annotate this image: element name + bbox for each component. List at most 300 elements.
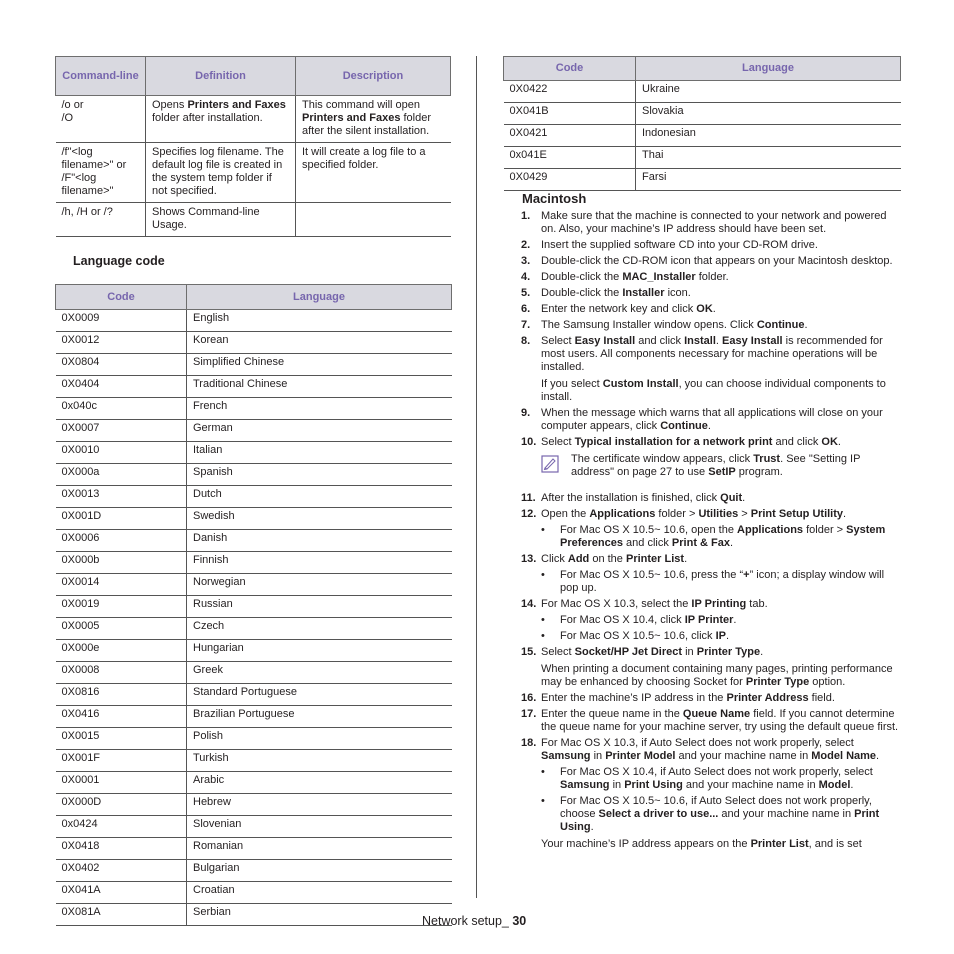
step-number: 2. [521, 239, 531, 251]
bold-text: Install [684, 335, 716, 347]
bold-text: Printer Model [605, 750, 676, 762]
language-cell: Finnish [187, 552, 452, 574]
table-row [56, 618, 452, 640]
table-row [56, 728, 452, 750]
code-cell: 0X0416 [56, 706, 187, 728]
text-run: . [726, 630, 730, 642]
code-cell: 0X081A [56, 904, 187, 926]
bullet-item [521, 766, 901, 792]
bold-text: MAC_Installer [622, 271, 696, 283]
code-cell: 0X001F [56, 750, 187, 772]
table-row [56, 143, 451, 203]
code-cell: 0X0804 [56, 354, 187, 376]
bold-text: Applications [589, 508, 656, 520]
bold-text: Printer List [750, 838, 809, 850]
table-row [56, 684, 452, 706]
bullet-item [521, 630, 901, 643]
language-cell: Serbian [187, 904, 452, 926]
table-row [56, 860, 452, 882]
table-row [56, 596, 452, 618]
code-cell: 0X0418 [56, 838, 187, 860]
text-run: , you can choose individual components to install. [541, 378, 886, 403]
text-run: For Mac OS X 10.3, select the [541, 598, 692, 610]
definition-cell [146, 96, 296, 143]
text-run: folder. [695, 271, 729, 283]
text-run: folder after installation. [152, 112, 263, 124]
text-run: Double-click the [541, 271, 623, 283]
text-run: Specifies log filename. The default log file is created in the system temp folder if not specified. [152, 146, 284, 197]
step-item [521, 692, 901, 705]
language-cell: Greek [187, 662, 452, 684]
table-row [56, 203, 451, 237]
step-item [521, 335, 901, 374]
step-number: 18. [521, 737, 537, 749]
step-item [521, 255, 901, 268]
page-footer [422, 915, 526, 928]
code-cell: 0X000e [56, 640, 187, 662]
code-cell: 0X0012 [56, 332, 187, 354]
language-cell: Romanian [187, 838, 452, 860]
text-run: field. If you cannot determine the queue name for your machine server, try using the default queue first. [541, 708, 899, 733]
bullet-item [521, 614, 901, 627]
language-table-header-0: Code [56, 285, 187, 310]
text-run: When printing a document containing many pages, printing performance may be enhanced by choosing Socket for [541, 663, 893, 688]
language-cell: Bulgarian [187, 860, 452, 882]
language-cell: Russian [187, 596, 452, 618]
bullet-item [521, 524, 901, 550]
table-row [504, 81, 901, 103]
table-row [56, 640, 452, 662]
language-cell: Hungarian [187, 640, 452, 662]
text-run: . [707, 420, 711, 432]
code-cell: 0X0010 [56, 442, 187, 464]
text-run: . [843, 508, 847, 520]
table-row [504, 169, 901, 191]
bullet-dot-icon: • [541, 524, 545, 536]
text-run: folder after the silent installation. [302, 112, 432, 137]
text-run: option. [809, 676, 846, 688]
language-cell: Simplified Chinese [187, 354, 452, 376]
code-cell: 0X0008 [56, 662, 187, 684]
code-cell: 0X0005 [56, 618, 187, 640]
text-run: . [684, 553, 688, 565]
text-run: . [850, 779, 854, 791]
step-item [521, 553, 901, 566]
code-cell: 0x041E [504, 147, 636, 169]
text-run: and click [635, 335, 685, 347]
language-cell: Dutch [187, 486, 452, 508]
text-run: . [742, 492, 746, 504]
bold-text: Print Using [560, 808, 880, 833]
step-number: 10. [521, 436, 537, 448]
bold-text: System Preferences [560, 524, 886, 549]
language-code-table [55, 284, 452, 926]
code-cell: 0X0816 [56, 684, 187, 706]
command-table-header-1: Definition [146, 57, 296, 96]
language-cell: Farsi [636, 169, 901, 191]
bullet-dot-icon: • [541, 630, 545, 642]
text-run: This command will open [302, 99, 420, 111]
bold-text: Printer Address [726, 692, 809, 704]
step-item [521, 239, 901, 252]
step-item [521, 436, 901, 449]
language-cell: Standard Portuguese [187, 684, 452, 706]
code-cell: 0X0402 [56, 860, 187, 882]
step-item [521, 737, 901, 763]
description-cell [296, 203, 451, 237]
bold-text: IP [715, 630, 726, 642]
bold-text: SetIP [708, 466, 736, 478]
step-number: 13. [521, 553, 537, 565]
code-cell: 0X041A [56, 882, 187, 904]
table-header-row [56, 57, 451, 96]
code-cell: 0X0013 [56, 486, 187, 508]
code-cell: 0X000D [56, 794, 187, 816]
language-cell: Swedish [187, 508, 452, 530]
code-cell: 0X0019 [56, 596, 187, 618]
code-cell: 0X0404 [56, 376, 187, 398]
text-run: in [682, 646, 697, 658]
step-number: 1. [521, 210, 531, 222]
text-run: Open the [541, 508, 590, 520]
text-run: For Mac OS X 10.5~ 10.6, press the “ [560, 569, 744, 581]
bullet-item [521, 795, 901, 834]
definition-cell [146, 143, 296, 203]
text-run: in [609, 779, 625, 791]
code-cell: 0X0006 [56, 530, 187, 552]
table-header-row [56, 285, 452, 310]
text-run: on the [589, 553, 626, 565]
bold-text: Applications [737, 524, 804, 536]
step-item [521, 708, 901, 734]
table-row [56, 706, 452, 728]
text-run: icon. [664, 287, 691, 299]
code-cell: 0X0429 [504, 169, 636, 191]
language-cell: Turkish [187, 750, 452, 772]
text-run: and click [623, 537, 672, 549]
language-cell: Ukraine [636, 81, 901, 103]
command-line: /O [61, 112, 74, 124]
bold-text: Typical installation for a network print [574, 436, 773, 448]
text-run: field. [808, 692, 835, 704]
step-number: 12. [521, 508, 537, 520]
text-run: Select [541, 335, 575, 347]
command-line: filename>" [61, 185, 114, 197]
bold-text: IP Printer [684, 614, 734, 626]
table-row [56, 662, 452, 684]
bold-text: Printer List [625, 553, 685, 565]
bullet-dot-icon: • [541, 569, 545, 581]
code-cell: 0x040c [56, 398, 187, 420]
code-cell: 0X0421 [504, 125, 636, 147]
text-run: . [712, 303, 716, 315]
text-run: The certificate window appears, click [571, 453, 754, 465]
language-cell: Brazilian Portuguese [187, 706, 452, 728]
language-cell: Czech [187, 618, 452, 640]
text-run: , and is set [808, 838, 862, 850]
code-cell: 0X0009 [56, 310, 187, 332]
step-number: 8. [521, 335, 531, 347]
command-table-header-0: Command-line [56, 57, 146, 96]
bullet-dot-icon: • [541, 766, 545, 778]
bold-text: Easy Install [574, 335, 636, 347]
step-item [521, 508, 901, 521]
text-run: For Mac OS X 10.5~ 10.6, click [560, 630, 716, 642]
table-row [504, 147, 901, 169]
step-paragraph [521, 663, 901, 689]
text-run: is recommended for most users. All components necessary for machine operations will be installed. [541, 335, 883, 373]
text-run: For Mac OS X 10.5~ 10.6, if Auto Select does not work properly, choose [560, 795, 872, 820]
table-row [56, 310, 452, 332]
step-item [521, 598, 901, 611]
table-row [56, 464, 452, 486]
note-pencil-icon [541, 455, 559, 473]
language-cell: Polish [187, 728, 452, 750]
step-paragraph [521, 838, 901, 851]
language-table-2-header-0: Code [504, 57, 636, 81]
text-run: Select [541, 646, 575, 658]
text-run: Double-click the [541, 287, 623, 299]
bold-text: + [743, 569, 750, 581]
text-run: Shows Command-line Usage. [152, 206, 260, 231]
table-row [56, 508, 452, 530]
table-row [56, 354, 452, 376]
bold-text: Model Name [811, 750, 877, 762]
description-cell [296, 96, 451, 143]
language-code-table-continued [503, 56, 901, 191]
code-cell: 0X000b [56, 552, 187, 574]
step-item [521, 287, 901, 300]
table-row [56, 574, 452, 596]
step-number: 15. [521, 646, 537, 658]
code-cell: 0x0424 [56, 816, 187, 838]
text-run: Opens [152, 99, 188, 111]
bold-text: Add [567, 553, 590, 565]
language-cell: French [187, 398, 452, 420]
language-cell: Slovakia [636, 103, 901, 125]
step-item [521, 210, 901, 236]
table-row [56, 96, 451, 143]
text-run: . See "Setting IP address" on page 27 to use [571, 453, 861, 478]
language-code-heading: Language code [73, 254, 165, 268]
text-run: Your machine’s IP address appears on the [541, 838, 751, 850]
step-item [521, 319, 901, 332]
bold-text: Installer [622, 287, 665, 299]
text-run: and your machine name in [675, 750, 812, 762]
code-cell: 0X001D [56, 508, 187, 530]
bold-text: Print & Fax [671, 537, 730, 549]
language-cell: Croatian [187, 882, 452, 904]
language-cell: Indonesian [636, 125, 901, 147]
code-cell: 0X041B [504, 103, 636, 125]
step-item [521, 407, 901, 433]
text-run: in [590, 750, 606, 762]
code-cell: 0X0007 [56, 420, 187, 442]
text-run: . [804, 319, 808, 331]
table-row [56, 530, 452, 552]
table-row [56, 376, 452, 398]
text-run: For Mac OS X 10.3, if Auto Select does not work properly, select [541, 737, 854, 749]
table-row [56, 552, 452, 574]
text-run: . [733, 614, 737, 626]
text-run: program. [735, 466, 783, 478]
bold-text: Custom Install [602, 378, 679, 390]
language-cell: German [187, 420, 452, 442]
language-cell: Spanish [187, 464, 452, 486]
text-run: After the installation is finished, click [541, 492, 721, 504]
code-cell: 0X0001 [56, 772, 187, 794]
description-cell [296, 143, 451, 203]
step-paragraph [521, 378, 901, 404]
text-run: and your machine name in [718, 808, 855, 820]
step-number: 14. [521, 598, 537, 610]
table-row [504, 103, 901, 125]
text-run: The Samsung Installer window opens. Click [541, 319, 757, 331]
command-table-header-2: Description [296, 57, 451, 96]
command-cell [56, 143, 146, 203]
text-run: . [590, 821, 594, 833]
bold-text: OK [821, 436, 838, 448]
command-line-table [55, 56, 451, 237]
definition-cell [146, 203, 296, 237]
code-cell: 0X0014 [56, 574, 187, 596]
language-cell: Danish [187, 530, 452, 552]
command-line: /o or [61, 99, 84, 111]
table-row [56, 332, 452, 354]
command-line: /f"<log [61, 146, 93, 158]
command-line: filename>" or [61, 159, 127, 171]
table-row [56, 904, 452, 926]
bold-text: Continue [756, 319, 805, 331]
bold-text: Printer Type [696, 646, 761, 658]
language-cell: Korean [187, 332, 452, 354]
language-cell: Traditional Chinese [187, 376, 452, 398]
step-item [521, 271, 901, 284]
bold-text: IP Printing [691, 598, 747, 610]
table-row [56, 750, 452, 772]
code-cell: 0X000a [56, 464, 187, 486]
bold-text: Trust [753, 453, 781, 465]
step-number: 9. [521, 407, 531, 419]
bold-text: Samsung [541, 750, 591, 762]
bold-text: Printers and Faxes [187, 99, 286, 111]
text-run: Enter the queue name in the [541, 708, 683, 720]
text-run: . [760, 646, 764, 658]
command-line: /h, /H or /? [61, 206, 113, 218]
table-row [56, 882, 452, 904]
table-row [504, 125, 901, 147]
table-row [56, 838, 452, 860]
code-cell: 0X0015 [56, 728, 187, 750]
bold-text: Queue Name [682, 708, 751, 720]
step-number: 4. [521, 271, 531, 283]
text-run: For Mac OS X 10.4, click [560, 614, 685, 626]
text-run: . [837, 436, 841, 448]
column-divider [476, 56, 477, 898]
text-run: . [876, 750, 880, 762]
text-run: folder > [655, 508, 699, 520]
language-cell: Hebrew [187, 794, 452, 816]
table-row [56, 420, 452, 442]
text-run: . [730, 537, 734, 549]
text-run: and click [772, 436, 822, 448]
step-number: 17. [521, 708, 537, 720]
step-number: 5. [521, 287, 531, 299]
bold-text: Utilities [698, 508, 739, 520]
note-box [521, 453, 901, 481]
text-run: Enter the network key and click [541, 303, 697, 315]
bold-text: Samsung [560, 779, 610, 791]
text-run: Make sure that the machine is connected to your network and powered on. Also, your machine’s IP address should have been set. [541, 210, 887, 235]
table-row [56, 816, 452, 838]
bold-text: Select a driver to use... [598, 808, 719, 820]
step-number: 16. [521, 692, 537, 704]
text-run: Double-click the CD-ROM icon that appears on your Macintosh desktop. [541, 255, 893, 267]
bullet-dot-icon: • [541, 614, 545, 626]
bullet-item [521, 569, 901, 595]
bold-text: Model [818, 779, 851, 791]
text-run: . [715, 335, 723, 347]
bold-text: Print Using [624, 779, 683, 791]
language-table-header-1: Language [187, 285, 452, 310]
text-run: tab. [746, 598, 768, 610]
language-cell: English [187, 310, 452, 332]
text-run: Click [541, 553, 568, 565]
macintosh-steps-list [521, 210, 901, 854]
step-item [521, 492, 901, 505]
bold-text: Printers and Faxes [302, 112, 401, 124]
command-cell [56, 203, 146, 237]
text-run: Enter the machine’s IP address in the [541, 692, 727, 704]
text-run: Insert the supplied software CD into your CD-ROM drive. [541, 239, 818, 251]
step-number: 11. [521, 492, 536, 504]
bullet-dot-icon: • [541, 795, 545, 807]
macintosh-heading: Macintosh [522, 191, 587, 206]
bold-text: Socket/HP Jet Direct [574, 646, 683, 658]
text-run: Select [541, 436, 575, 448]
language-table-2-header-1: Language [636, 57, 901, 81]
step-number: 7. [521, 319, 531, 331]
step-number: 6. [521, 303, 531, 315]
step-item [521, 303, 901, 316]
text-run: folder > [803, 524, 847, 536]
bold-text: OK [696, 303, 713, 315]
language-cell: Thai [636, 147, 901, 169]
text-run: For Mac OS X 10.5~ 10.6, open the [560, 524, 738, 536]
text-run: It will create a log file to a specified folder. [302, 146, 426, 171]
language-cell: Italian [187, 442, 452, 464]
command-line: /F"<log [61, 172, 97, 184]
bold-text: Printer Type [745, 676, 810, 688]
code-cell: 0X0422 [504, 81, 636, 103]
language-cell: Arabic [187, 772, 452, 794]
bold-text: Quit [720, 492, 743, 504]
text-run: and your machine name in [682, 779, 819, 791]
table-row [56, 398, 452, 420]
footer-section-label: Network setup_ [422, 914, 513, 928]
text-run: For Mac OS X 10.4, if Auto Select does not work properly, select [560, 766, 873, 778]
table-row [56, 442, 452, 464]
bold-text: Print Setup Utility [750, 508, 844, 520]
text-run: > [738, 508, 751, 520]
bold-text: Easy Install [722, 335, 783, 347]
page-number: 30 [512, 914, 527, 928]
step-item [521, 646, 901, 659]
text-run: ” icon; a display window will pop up. [560, 569, 885, 594]
language-cell: Norwegian [187, 574, 452, 596]
table-row [56, 794, 452, 816]
step-number: 3. [521, 255, 531, 267]
